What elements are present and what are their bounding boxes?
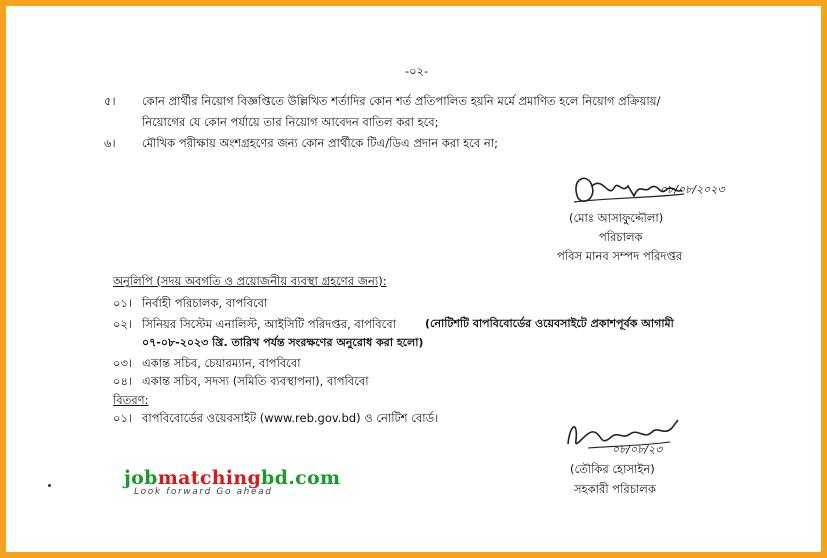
copy-2-number: ০২। (113, 317, 133, 331)
copy-2-note-line2: ০৭-০৮-২০২৩ খ্রি. তারিখ পর্যন্ত সংরক্ষণের অনুরোধ করা হলো) (142, 336, 424, 349)
distribution-heading: বিতরণ: (113, 393, 149, 407)
signatory-1-office: পবিস মানব সম্পদ পরিদপ্তর (557, 249, 683, 263)
copy-3-number: ০৩। (113, 356, 133, 370)
clause-5-line1: কোন প্রার্থীর নিয়োগ বিজ্ঞপ্তিতে উল্লিখিত শর্তাদির কোন শর্ত প্রতিপালিত হয়নি মর্মে প্রমাণিত হলে নিয়োগ প্রক্রিয়ায়/ (142, 94, 661, 108)
signatory-1-name: (মোঃ আসাফুদ্দৌলা) (569, 211, 664, 225)
watermark-brand (124, 468, 340, 488)
watermark-logo (124, 468, 340, 497)
copy-2-note: (নোটিশটি বাপবিবোর্ডের ওয়েবসাইটে প্রকাশপূর্বক আগামী (425, 317, 674, 330)
copy-3-text: একান্ত সচিব, চেয়ারম্যান, বাপবিবো (142, 356, 301, 370)
copy-4-number: ০৪। (113, 374, 133, 388)
copy-4-text: একান্ত সচিব, সদস্য (সমিতি ব্যবস্থাপনা), বাপবিবো (142, 374, 369, 388)
clause-5-number: ৫। (104, 94, 116, 108)
clause-6-line1: মৌখিক পরীক্ষায় অংশগ্রহণের জন্য কোন প্রার্থীকে টিএ/ডিএ প্রদান করা হবে না; (142, 136, 498, 150)
watermark-part-matching: matching (157, 467, 262, 489)
signature-1-date: ০৮/০৮/২০২৩ (660, 183, 725, 196)
copy-1-text: নির্বাহী পরিচালক, বাপবিবো (142, 296, 268, 310)
signatory-1-title: পরিচালক (599, 230, 643, 244)
signature-2-date: ০৮/০৮/২৩ (612, 443, 663, 456)
watermark-part-com: .com (288, 467, 341, 489)
clause-6-number: ৬। (104, 136, 116, 150)
signatory-2-name: (তৌকির হোসাইন) (570, 462, 655, 476)
signatory-2-title: সহকারী পরিচালক (574, 482, 656, 496)
copy-2-text: সিনিয়র সিস্টেম এনালিস্ট, আইসিটি পরিদপ্তর, বাপবিবো (142, 317, 396, 331)
page-number: -০২- (405, 64, 429, 78)
stray-dot (48, 484, 51, 487)
copy-1-number: ০১। (113, 296, 133, 310)
watermark-part-bd: bd (261, 467, 289, 489)
watermark-tagline: Look forward Go ahead (134, 487, 273, 497)
watermark-part-job: job (124, 467, 158, 489)
distribution-1-number: ০১। (113, 411, 133, 425)
copy-heading: অনুলিপি (সদয় অবগতি ও প্রয়োজনীয় ব্যবস্থা গ্রহণের জন্য): (113, 274, 387, 288)
clause-5-line2: নিয়োগের যে কোন পর্যায়ে তার নিয়োগ আবেদন বাতিল করা হবে; (142, 115, 439, 129)
distribution-1-text: বাপবিবোর্ডের ওয়েবসাইট (www.reb.gov.bd) ও নোটিশ বোর্ড। (142, 411, 439, 425)
